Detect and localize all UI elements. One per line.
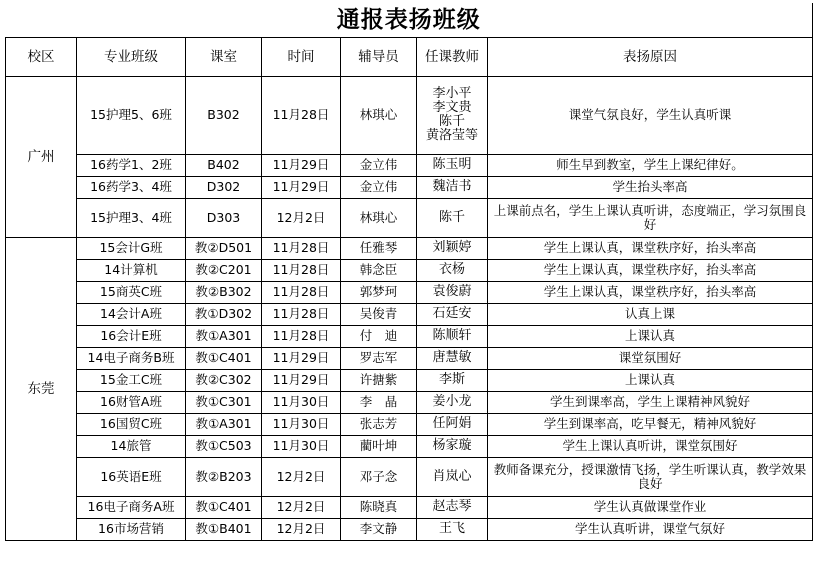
teacher-cell [417, 496, 488, 518]
table-row [6, 237, 813, 259]
teacher-name: 衣杨 [438, 262, 465, 277]
class-cell: 14旅管 [77, 435, 186, 457]
table-row [6, 413, 813, 435]
reason-cell: 上课前点名，学生上课认真听讲，态度端正，学习氛围良好 [488, 198, 813, 237]
class-cell: 14会计A班 [77, 303, 186, 325]
teacher-cell [417, 391, 488, 413]
teacher-name: 任阿娟 [432, 416, 472, 431]
counselor-cell: 金立伟 [341, 176, 417, 198]
reason-cell: 学生上课认真，课堂秩序好，抬头率高 [488, 237, 813, 259]
header-campus: 校区 [6, 37, 77, 76]
teacher-cell [417, 76, 488, 154]
page-title: 通报表扬班级 [6, 3, 813, 37]
reason-cell: 教师备课充分，授课激情飞扬，学生听课认真，教学效果良好 [488, 457, 813, 496]
teacher-cell [417, 154, 488, 176]
teacher-name: 魏洁书 [432, 179, 472, 194]
class-cell: 15护理5、6班 [77, 76, 186, 154]
counselor-cell: 许搪紫 [341, 369, 417, 391]
reason-cell: 学生上课认真听讲，课堂氛围好 [488, 435, 813, 457]
header-class: 专业班级 [77, 37, 186, 76]
teacher-name: 唐慧敏 [432, 350, 472, 365]
room-cell: 教②D501 [186, 237, 262, 259]
time-cell: 11月29日 [262, 369, 341, 391]
time-cell: 11月28日 [262, 325, 341, 347]
reason-cell: 课堂气氛良好，学生认真听课 [488, 76, 813, 154]
class-cell: 16市场营销 [77, 518, 186, 540]
header-time: 时间 [262, 37, 341, 76]
counselor-cell: 林琪心 [341, 76, 417, 154]
reason-cell: 上课认真 [488, 369, 813, 391]
time-cell: 11月29日 [262, 176, 341, 198]
class-cell: 15会计G班 [77, 237, 186, 259]
counselor-cell: 邓子念 [341, 457, 417, 496]
reason-cell: 认真上课 [488, 303, 813, 325]
time-cell: 11月28日 [262, 303, 341, 325]
class-cell: 16药学1、2班 [77, 154, 186, 176]
teacher-cell [417, 413, 488, 435]
time-cell: 11月29日 [262, 347, 341, 369]
teacher-name: 陈千 [438, 114, 465, 129]
table-row [6, 198, 813, 237]
teacher-name: 姜小龙 [432, 394, 472, 409]
teacher-name: 陈顺轩 [432, 328, 472, 343]
teacher-cell [417, 303, 488, 325]
time-cell: 11月30日 [262, 391, 341, 413]
teacher-cell [417, 435, 488, 457]
class-cell: 16国贸C班 [77, 413, 186, 435]
table-row [6, 259, 813, 281]
room-cell: 教①A301 [186, 325, 262, 347]
teacher-cell [417, 281, 488, 303]
teacher-cell [417, 176, 488, 198]
campus-cell: 广州 [6, 76, 77, 237]
class-cell: 14电子商务B班 [77, 347, 186, 369]
time-cell: 11月30日 [262, 435, 341, 457]
teacher-name: 刘颖婷 [432, 240, 472, 255]
time-cell: 11月30日 [262, 413, 341, 435]
counselor-cell: 陈晓真 [341, 496, 417, 518]
header-teacher: 任课教师 [417, 37, 488, 76]
room-cell: 教①B401 [186, 518, 262, 540]
table-row [6, 347, 813, 369]
teacher-name: 肖岚心 [432, 468, 472, 484]
reason-cell: 课堂氛围好 [488, 347, 813, 369]
room-cell: B302 [186, 76, 262, 154]
room-cell: 教①C503 [186, 435, 262, 457]
class-cell: 14计算机 [77, 259, 186, 281]
teacher-name: 李斯 [438, 372, 465, 387]
teacher-name: 李文贵 [432, 100, 472, 115]
room-cell: D303 [186, 198, 262, 237]
counselor-cell: 罗志军 [341, 347, 417, 369]
room-cell: 教②B203 [186, 457, 262, 496]
table-row [6, 76, 813, 154]
reason-cell: 学生上课认真，课堂秩序好，抬头率高 [488, 259, 813, 281]
counselor-cell: 吴俊青 [341, 303, 417, 325]
teacher-name: 李小平 [432, 86, 472, 101]
time-cell: 12月2日 [262, 457, 341, 496]
table-row [6, 391, 813, 413]
campus-cell: 东莞 [6, 237, 77, 540]
table-row [6, 176, 813, 198]
teacher-name: 杨家璇 [432, 438, 472, 453]
header-reason: 表扬原因 [488, 37, 813, 76]
room-cell: 教①C401 [186, 496, 262, 518]
table-row [6, 303, 813, 325]
room-cell: 教①C401 [186, 347, 262, 369]
counselor-cell: 藺叶坤 [341, 435, 417, 457]
teacher-name: 王飞 [438, 521, 465, 536]
teacher-name: 黄洛莹等 [425, 128, 478, 143]
counselor-cell: 张志芳 [341, 413, 417, 435]
class-cell: 16英语E班 [77, 457, 186, 496]
room-cell: 教①A301 [186, 413, 262, 435]
class-cell: 16电子商务A班 [77, 496, 186, 518]
counselor-cell: 韩念臣 [341, 259, 417, 281]
counselor-cell: 金立伟 [341, 154, 417, 176]
table-row [6, 325, 813, 347]
teacher-name: 袁俊蔚 [432, 284, 472, 299]
class-cell: 16会计E班 [77, 325, 186, 347]
teacher-cell [417, 518, 488, 540]
reason-cell: 师生早到教室，学生上课纪律好。 [488, 154, 813, 176]
reason-cell: 学生认真听讲，课堂气氛好 [488, 518, 813, 540]
room-cell: D302 [186, 176, 262, 198]
room-cell: 教①D302 [186, 303, 262, 325]
class-cell: 16药学3、4班 [77, 176, 186, 198]
table-row [6, 457, 813, 496]
time-cell: 11月28日 [262, 237, 341, 259]
header-row [6, 37, 813, 76]
room-cell: 教①C301 [186, 391, 262, 413]
time-cell: 11月28日 [262, 259, 341, 281]
class-cell: 15金工C班 [77, 369, 186, 391]
room-cell: 教②C302 [186, 369, 262, 391]
teacher-cell [417, 457, 488, 496]
table-row [6, 281, 813, 303]
room-cell: 教②C201 [186, 259, 262, 281]
teacher-cell [417, 325, 488, 347]
room-cell: 教②B302 [186, 281, 262, 303]
teacher-cell [417, 259, 488, 281]
teacher-name: 石廷安 [432, 306, 472, 321]
teacher-cell [417, 198, 488, 237]
teacher-cell [417, 369, 488, 391]
reason-cell: 学生到课率高，吃早餐无，精神风貌好 [488, 413, 813, 435]
counselor-cell: 李 晶 [341, 391, 417, 413]
header-counselor: 辅导员 [341, 37, 417, 76]
class-cell: 16财管A班 [77, 391, 186, 413]
reason-cell: 学生到课率高，学生上课精神风貌好 [488, 391, 813, 413]
counselor-cell: 任雅琴 [341, 237, 417, 259]
table-row [6, 496, 813, 518]
reason-cell: 学生抬头率高 [488, 176, 813, 198]
counselor-cell: 林琪心 [341, 198, 417, 237]
time-cell: 12月2日 [262, 496, 341, 518]
class-cell: 15商英C班 [77, 281, 186, 303]
header-room: 课室 [186, 37, 262, 76]
counselor-cell: 郭梦珂 [341, 281, 417, 303]
counselor-cell: 付 迪 [341, 325, 417, 347]
teacher-name: 陈玉明 [432, 157, 472, 172]
room-cell: B402 [186, 154, 262, 176]
counselor-cell: 李文静 [341, 518, 417, 540]
time-cell: 12月2日 [262, 198, 341, 237]
time-cell: 11月28日 [262, 76, 341, 154]
reason-cell: 学生认真做课堂作业 [488, 496, 813, 518]
teacher-cell [417, 347, 488, 369]
table-row [6, 154, 813, 176]
reason-cell: 上课认真 [488, 325, 813, 347]
class-cell: 15护理3、4班 [77, 198, 186, 237]
table-row [6, 518, 813, 540]
praise-table [5, 3, 813, 541]
table-row [6, 369, 813, 391]
time-cell: 11月28日 [262, 281, 341, 303]
teacher-name: 赵志琴 [432, 499, 472, 514]
teacher-name: 陈千 [438, 209, 465, 225]
teacher-cell [417, 237, 488, 259]
time-cell: 11月29日 [262, 154, 341, 176]
reason-cell: 学生上课认真，课堂秩序好，抬头率高 [488, 281, 813, 303]
time-cell: 12月2日 [262, 518, 341, 540]
table-row [6, 435, 813, 457]
